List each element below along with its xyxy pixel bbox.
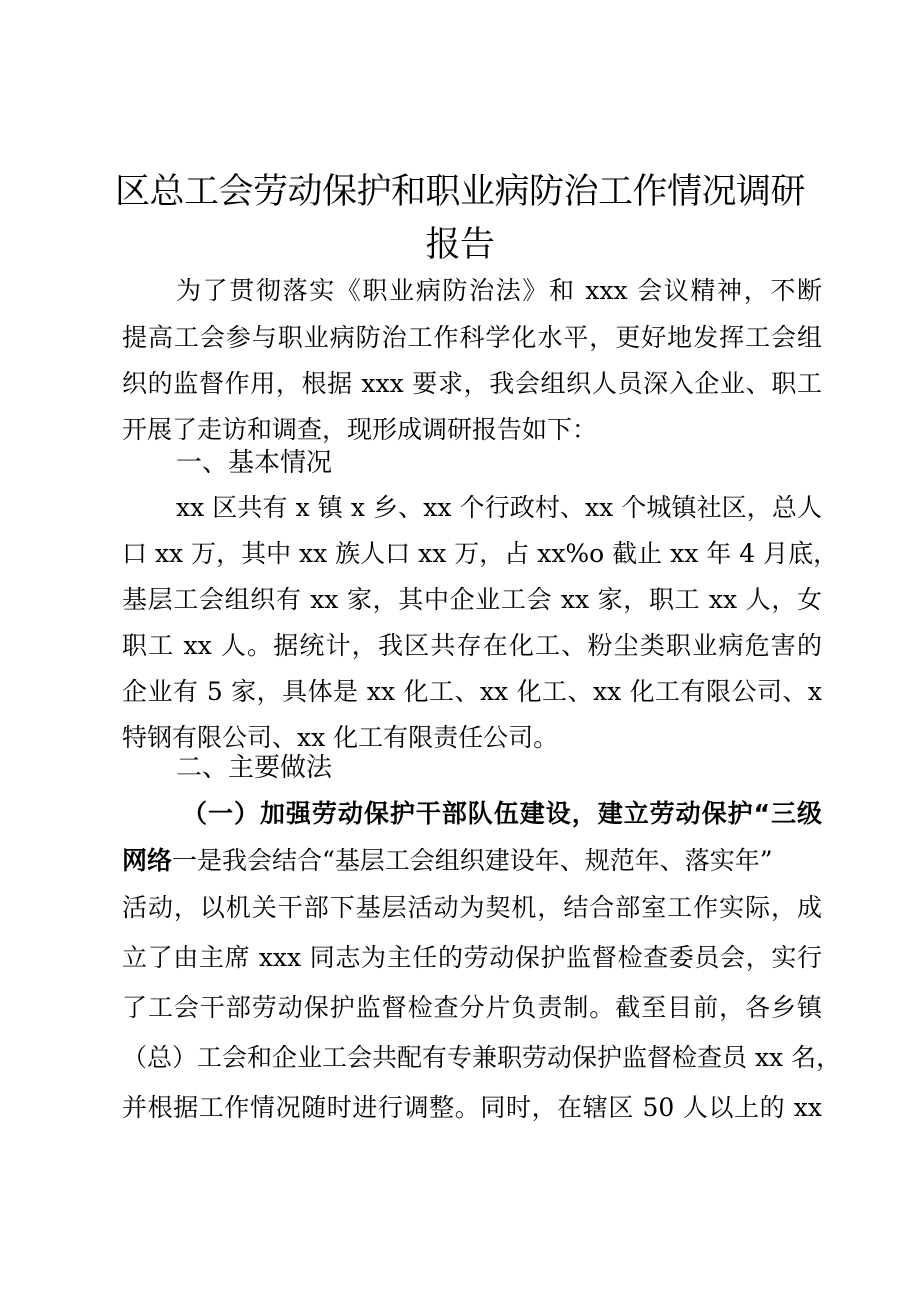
subsection1-line-4: （总）工会和企业工会共配有专兼职劳动保护监督检查员 xx 名， bbox=[122, 1043, 842, 1072]
subsection1-line-3: 了工会干部劳动保护监督检查分片负责制。截至目前，各乡镇 bbox=[122, 993, 822, 1022]
subsection1-heading-tail: 网络 bbox=[122, 846, 173, 875]
section-heading-practices: 二、主要做法 bbox=[176, 753, 333, 783]
section1-line-6: 特钢有限公司、xx 化工有限责任公司。 bbox=[122, 723, 559, 752]
section1-line-1: xx 区共有 x 镇 x 乡、xx 个行政村、xx 个城镇社区，总人 bbox=[176, 493, 822, 522]
intro-line-3: 织的监督作用，根据 xxx 要求，我会组织人员深入企业、职工 bbox=[122, 369, 822, 398]
intro-line-4: 开展了走访和调查，现形成调研报告如下： bbox=[122, 415, 598, 444]
section1-line-5: 企业有 5 家，具体是 xx 化工、xx 化工、xx 化工有限公司、x bbox=[122, 677, 822, 706]
subsection1-line-5: 并根据工作情况随时进行调整。同时，在辖区 50 人以上的 xx bbox=[122, 1093, 822, 1122]
subsection1-heading-line: （一）加强劳动保护干部队伍建设，建立劳动保护“三级 bbox=[182, 799, 822, 828]
subsection1-line-2: 立了由主席 xxx 同志为主任的劳动保护监督检查委员会，实行 bbox=[122, 943, 822, 972]
subsection1-first-line bbox=[122, 845, 822, 877]
section1-line-2: 口 xx 万，其中 xx 族人口 xx 万，占 xx%o 截止 xx 年 4 月底， bbox=[122, 539, 839, 568]
intro-line-1: 为了贯彻落实《职业病防治法》和 xxx 会议精神，不断 bbox=[176, 276, 822, 305]
section-heading-basic: 一、基本情况 bbox=[176, 448, 333, 478]
section1-line-3: 基层工会组织有 xx 家，其中企业工会 xx 家，职工 xx 人，女 bbox=[122, 585, 822, 614]
subsection1-first-text: 一是我会结合“基层工会组织建设年、规范年、落实年” bbox=[172, 846, 773, 875]
intro-line-2: 提高工会参与职业病防治工作科学化水平，更好地发挥工会组 bbox=[122, 323, 822, 352]
section1-line-4: 职工 xx 人。据统计，我区共存在化工、粉尘类职业病危害的 bbox=[122, 631, 822, 660]
document-title-line-2: 报告 bbox=[425, 225, 495, 265]
document-title-line-1: 区总工会劳动保护和职业病防治工作情况调研 bbox=[114, 172, 805, 212]
subsection1-line-1: 活动，以机关干部下基层活动为契机，结合部室工作实际，成 bbox=[122, 893, 822, 922]
